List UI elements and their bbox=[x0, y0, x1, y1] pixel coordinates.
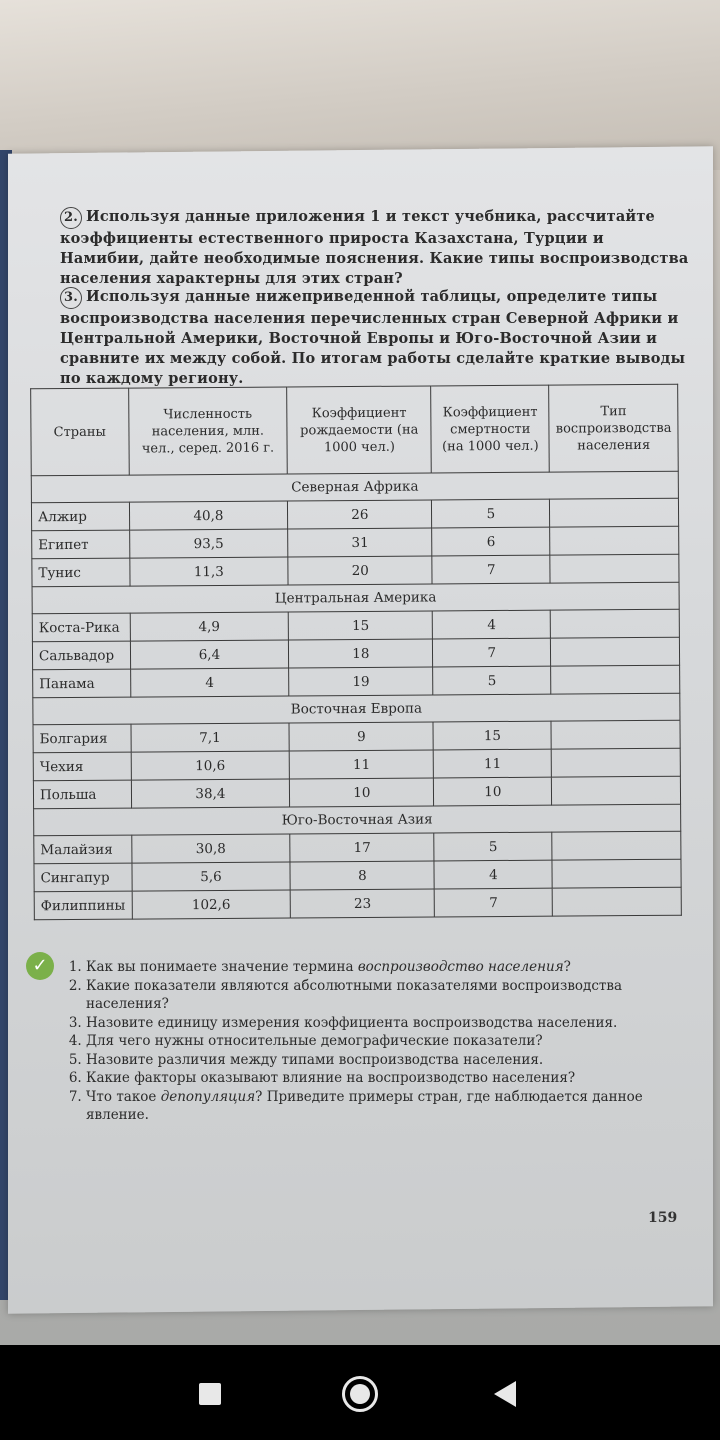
cell-birth: 26 bbox=[288, 500, 432, 529]
cell-birth: 18 bbox=[289, 639, 433, 668]
cell-type bbox=[551, 637, 680, 666]
cell-birth: 11 bbox=[289, 750, 433, 779]
cell-population: 7,1 bbox=[131, 723, 290, 752]
header-birth-rate: Коэффициент рождаемости (на 1000 чел.) bbox=[287, 386, 432, 474]
cell-death: 6 bbox=[432, 527, 550, 556]
cell-population: 4 bbox=[130, 668, 289, 697]
section-title: Северная Африка bbox=[31, 471, 678, 503]
cell-country: Коста-Рика bbox=[32, 613, 130, 642]
cell-death: 11 bbox=[434, 749, 552, 778]
table-row bbox=[31, 498, 678, 531]
cell-population: 30,8 bbox=[131, 834, 290, 863]
question-7 bbox=[86, 1088, 688, 1125]
question-5: 5. Назовите различия между типами воспроизводства населения. bbox=[86, 1051, 688, 1070]
table-row bbox=[34, 831, 681, 864]
cell-birth: 9 bbox=[289, 722, 433, 751]
task-2 bbox=[60, 207, 690, 289]
cell-country: Болгария bbox=[33, 724, 131, 753]
cell-population: 11,3 bbox=[129, 557, 288, 586]
cell-country: Филиппины bbox=[34, 891, 132, 920]
review-questions bbox=[68, 958, 688, 1125]
table-row bbox=[33, 720, 680, 753]
cell-country: Тунис bbox=[32, 558, 130, 587]
table-row bbox=[32, 637, 679, 670]
cell-type bbox=[550, 526, 679, 555]
cell-population: 10,6 bbox=[131, 751, 290, 780]
cell-type bbox=[552, 887, 681, 916]
cell-birth: 10 bbox=[290, 778, 434, 807]
cell-death: 5 bbox=[434, 832, 552, 861]
cell-population: 93,5 bbox=[129, 529, 288, 558]
cell-population: 38,4 bbox=[131, 779, 290, 808]
question-6: 6. Какие факторы оказывают влияние на воспроизводство населения? bbox=[86, 1069, 688, 1088]
section-title: Юго-Восточная Азия bbox=[34, 804, 681, 836]
cell-death: 10 bbox=[434, 777, 552, 806]
cell-birth: 19 bbox=[289, 667, 433, 696]
square-icon[interactable] bbox=[199, 1383, 221, 1405]
table-row bbox=[32, 554, 679, 587]
cell-birth: 8 bbox=[290, 861, 434, 890]
task-3-number: 3. bbox=[60, 287, 82, 309]
task-2-number: 2. bbox=[60, 207, 82, 229]
table-header-row bbox=[31, 384, 679, 476]
cell-country: Египет bbox=[32, 530, 130, 559]
cell-death: 5 bbox=[432, 499, 550, 528]
cell-birth: 31 bbox=[288, 528, 432, 557]
question-1-text: Как вы понимаете значение термина bbox=[86, 959, 358, 975]
question-4: 4. Для чего нужны относительные демографические показатели? bbox=[86, 1032, 688, 1051]
cell-birth: 15 bbox=[289, 611, 433, 640]
question-7-term: депопуляция bbox=[160, 1088, 256, 1105]
circle-icon[interactable] bbox=[342, 1376, 378, 1412]
cell-type bbox=[551, 665, 680, 694]
question-7-text: Что такое bbox=[86, 1088, 161, 1105]
cell-birth: 20 bbox=[288, 556, 432, 585]
table-row bbox=[32, 609, 679, 642]
cell-country: Чехия bbox=[33, 752, 131, 781]
cell-birth: 17 bbox=[290, 833, 434, 862]
cell-type bbox=[550, 554, 679, 583]
cell-type bbox=[550, 609, 679, 638]
table-row bbox=[34, 859, 681, 892]
header-population: Численность населения, млн. чел., серед. 2016 г. bbox=[128, 387, 287, 475]
table-row bbox=[34, 887, 681, 920]
table-row bbox=[32, 526, 679, 559]
cell-death: 4 bbox=[433, 610, 551, 639]
cell-type bbox=[552, 859, 681, 888]
cell-population: 6,4 bbox=[130, 640, 289, 669]
cell-death: 7 bbox=[435, 888, 553, 917]
cell-type bbox=[552, 831, 681, 860]
cell-country: Сингапур bbox=[34, 863, 132, 892]
cell-type bbox=[550, 498, 679, 527]
cell-death: 15 bbox=[433, 721, 551, 750]
cell-death: 4 bbox=[434, 860, 552, 889]
cell-population: 102,6 bbox=[132, 890, 291, 919]
question-7-end: ? Приведите примеры стран, где наблюдается данное явление. bbox=[86, 1088, 643, 1123]
cell-type bbox=[551, 748, 680, 777]
task-2-text: Используя данные приложения 1 и текст учебника, рассчитайте коэффициенты естественного прироста Казахстана, Турции и Намибии, дайте необходимые пояснения. Какие типы воспроизводства населения характерны для этих стран? bbox=[60, 208, 689, 287]
section-title: Восточная Европа bbox=[33, 693, 680, 725]
cell-death: 7 bbox=[432, 555, 550, 584]
cell-country: Алжир bbox=[31, 502, 129, 531]
cell-country: Сальвадор bbox=[32, 641, 130, 670]
cell-country: Малайзия bbox=[34, 835, 132, 864]
question-3: 3. Назовите единицу измерения коэффициента воспроизводства населения. bbox=[86, 1014, 688, 1033]
question-1-end: ? bbox=[563, 959, 571, 975]
header-countries: Страны bbox=[31, 388, 129, 476]
cell-country: Польша bbox=[33, 780, 131, 809]
plastic-sheet bbox=[0, 0, 720, 170]
task-3-text: Используя данные нижеприведенной таблицы, определите типы воспроизводства населения перечисленных стран Северной Африки и Центральной Америки, Восточной Европы и Юго-Восточной Азии и сравните их между собой. По итогам работы сделайте краткие выводы по каждому региону. bbox=[60, 288, 686, 387]
cell-population: 5,6 bbox=[131, 862, 290, 891]
check-icon: ✓ bbox=[26, 952, 54, 980]
question-2: 2. Какие показатели являются абсолютными показателями воспроизводства населения? bbox=[86, 977, 688, 1014]
cell-type bbox=[552, 776, 681, 805]
table-row bbox=[33, 776, 680, 809]
header-reproduction-type: Тип воспроизводства населения bbox=[549, 384, 678, 472]
triangle-back-icon[interactable] bbox=[494, 1381, 516, 1407]
cell-population: 40,8 bbox=[129, 501, 288, 530]
question-1-term: воспроизводство населения bbox=[357, 959, 564, 975]
cell-death: 7 bbox=[433, 638, 551, 667]
task-3 bbox=[60, 287, 690, 389]
question-1 bbox=[86, 958, 688, 977]
table-row bbox=[33, 748, 680, 781]
cell-country: Панама bbox=[33, 669, 131, 698]
cell-death: 5 bbox=[433, 666, 551, 695]
table-row bbox=[33, 665, 680, 698]
page-number: 159 bbox=[648, 1210, 678, 1226]
section-title: Центральная Америка bbox=[32, 582, 679, 614]
header-death-rate: Коэффициент смертности (на 1000 чел.) bbox=[431, 385, 550, 473]
population-table bbox=[30, 384, 682, 921]
cell-population: 4,9 bbox=[130, 612, 289, 641]
cell-birth: 23 bbox=[290, 889, 434, 918]
cell-type bbox=[551, 720, 680, 749]
